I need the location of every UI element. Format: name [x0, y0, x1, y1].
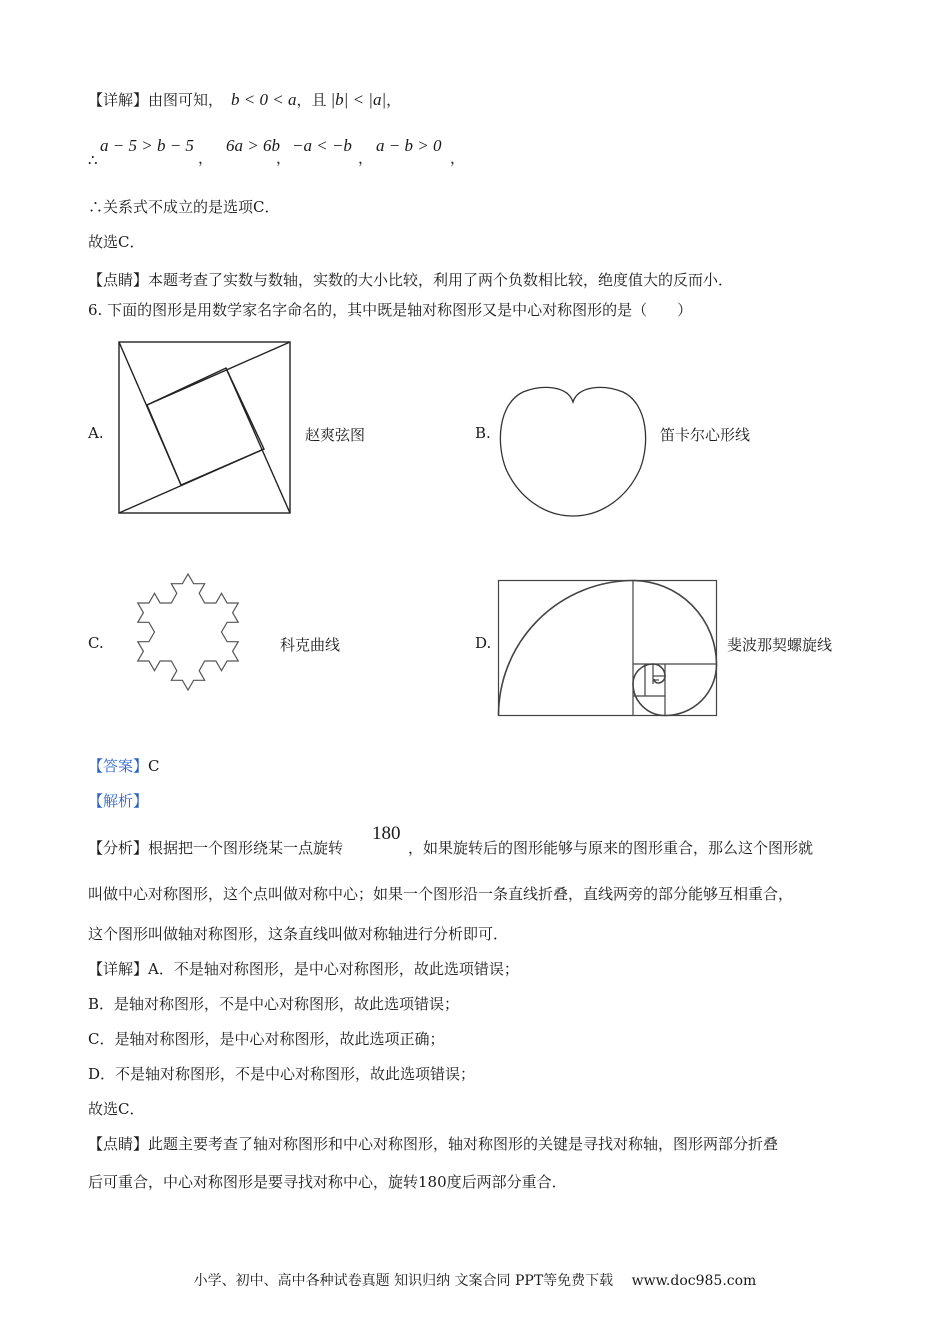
- result-4: a − b > 0: [376, 136, 442, 155]
- fibonacci-spiral: [498, 580, 718, 718]
- analysis-line-2: 叫做中心对称图形，这个点叫做对称中心；如果一个图形沿一条直线折叠，直线两旁的部分能够互相重合，: [88, 885, 794, 903]
- option-c-name: 科克曲线: [280, 636, 341, 654]
- inequality-b-0-a: b < 0 < a: [231, 90, 297, 109]
- therefore-symbol: ∴: [88, 151, 98, 169]
- result-1: a − 5 > b − 5: [100, 136, 194, 155]
- option-c-label: C.: [88, 634, 104, 652]
- and-text: ，且: [296, 91, 327, 109]
- footer-text: 小学、初中、高中各种试卷真题 知识归纳 文案合同 PPT等免费下载 www.doc985.com: [193, 1273, 757, 1289]
- degree-value: 180: [372, 823, 401, 844]
- option-b-label: B.: [475, 424, 491, 442]
- cardioid-curve: [498, 384, 648, 518]
- analysis-p1a: 【分析】根据把一个图形绕某一点旋转: [88, 839, 344, 857]
- conclusion-text: ∴关系式不成立的是选项C．: [88, 198, 280, 216]
- detail-a: 【详解】A．不是轴对称图形，是中心对称图形，故此选项错误；: [88, 960, 519, 978]
- comma: ，: [198, 149, 214, 167]
- answer-value: C: [148, 757, 160, 775]
- answer-tag: 【答案】: [88, 757, 149, 775]
- zhao-shuang-diagram: [118, 341, 292, 515]
- inequality-abs: |b| < |a|: [330, 90, 387, 109]
- comment-line-2: 后可重合，中心对称图形是要寻找对称中心，旋转180度后两部分重合．: [88, 1173, 567, 1191]
- option-b-name: 笛卡尔心形线: [660, 426, 751, 444]
- comma: ，: [276, 149, 292, 167]
- answer-choose: 故选C．: [88, 1100, 145, 1118]
- choose-text: 故选C．: [88, 233, 145, 251]
- comma: ，: [386, 91, 402, 109]
- result-2: 6a > 6b: [226, 136, 280, 155]
- detail-d: D．不是轴对称图形，不是中心对称图形，故此选项错误；: [88, 1065, 476, 1083]
- analysis-tag: 【解析】: [88, 792, 149, 810]
- option-a-label: A.: [88, 424, 104, 442]
- analysis-line-3: 这个图形叫做轴对称图形，这条直线叫做对称轴进行分析即可．: [88, 925, 509, 943]
- option-d-label: D.: [475, 634, 492, 652]
- detail-c: C．是轴对称图形，是中心对称图形，故此选项正确；: [88, 1030, 445, 1048]
- koch-snowflake: [108, 542, 268, 716]
- detail-prefix: 【详解】由图可知，: [88, 91, 224, 109]
- analysis-p1b: ，如果旋转后的图形能够与原来的图形重合，那么这个图形就: [408, 839, 814, 857]
- detail-b: B．是轴对称图形，不是中心对称图形，故此选项错误；: [88, 995, 460, 1013]
- comma: ，: [450, 149, 466, 167]
- option-a-name: 赵爽弦图: [305, 426, 366, 444]
- answer-line: [88, 756, 160, 776]
- comment-line-1: 【点睛】此题主要考查了轴对称图形和中心对称图形，轴对称图形的关键是寻找对称轴，图形两部分折叠: [88, 1135, 779, 1153]
- option-d-name: 斐波那契螺旋线: [727, 636, 833, 654]
- comma: ，: [358, 149, 374, 167]
- question-text: 6. 下面的图形是用数学家名字命名的，其中既是轴对称图形又是中心对称图形的是（ ）: [88, 301, 693, 319]
- detail-line: [88, 90, 401, 110]
- result-3: −a < −b: [292, 136, 352, 155]
- comment-text: 【点睛】本题考查了实数与数轴，实数的大小比较，利用了两个负数相比较，绝度值大的反而小．: [88, 271, 734, 289]
